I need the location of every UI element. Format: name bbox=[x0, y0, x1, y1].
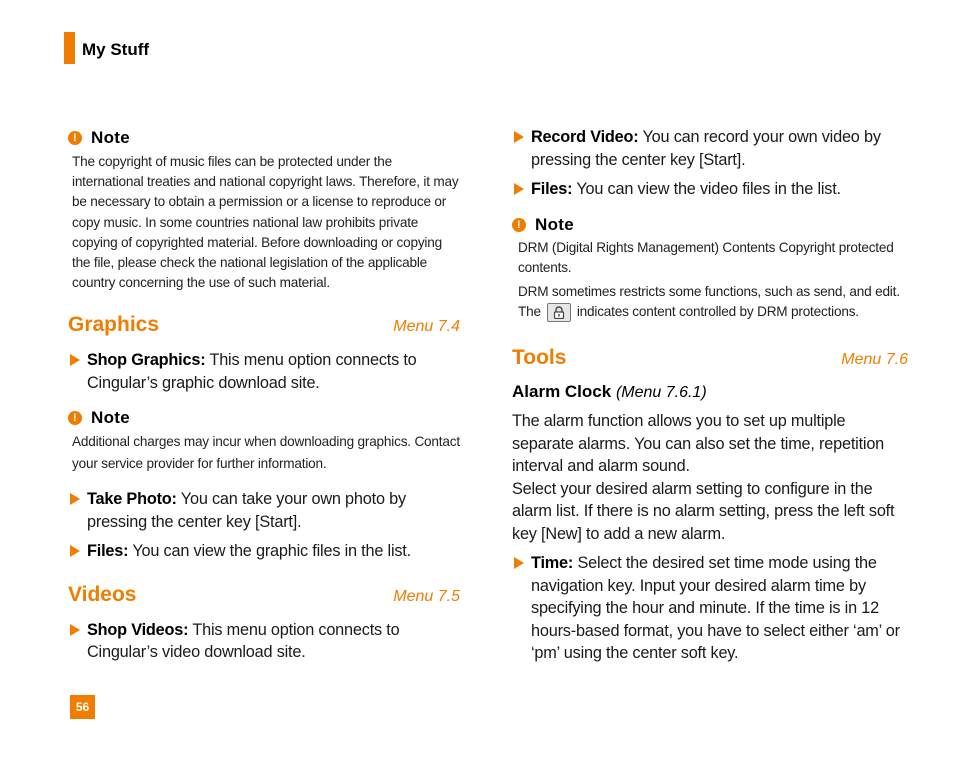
shop-videos-label: Shop Videos: bbox=[87, 620, 189, 639]
record-video-text: You can record your own video by pressing the center key [Start]. bbox=[531, 128, 881, 169]
note-heading bbox=[512, 215, 908, 235]
note-heading bbox=[68, 128, 460, 148]
alarm-clock-heading bbox=[512, 382, 908, 402]
record-video-label: Record Video: bbox=[531, 128, 639, 146]
note-title: Note bbox=[535, 214, 574, 234]
note-title: Note bbox=[91, 128, 130, 147]
shop-videos-text: This menu option connects to Cingular’s video download site. bbox=[87, 620, 400, 662]
graphic-files-text: You can view the graphic files in the list. bbox=[128, 542, 411, 561]
section-label: My Stuff bbox=[82, 40, 150, 59]
exclamation-icon: ! bbox=[68, 131, 82, 145]
drm-lock-icon bbox=[547, 303, 571, 322]
shop-graphics-label: Shop Graphics: bbox=[87, 351, 206, 370]
graphic-files-item bbox=[68, 540, 460, 563]
arrow-bullet-icon bbox=[514, 131, 524, 143]
copyright-note-text: The copyright of music files can be protected under the international treaties and national copyright laws. Therefore, it may be necessary to obtain a permission or a license to reproduce or copy music. In some countries national law prohibits private copying of copyrighted material. Before downloading or copying the file, please check the national legislation of the applicable country concerning the use of such material. bbox=[72, 154, 459, 291]
arrow-bullet-icon bbox=[70, 624, 80, 636]
exclamation-icon: ! bbox=[68, 411, 82, 425]
note-heading bbox=[68, 408, 460, 428]
video-files-item bbox=[512, 178, 908, 201]
tools-heading bbox=[512, 346, 908, 370]
alarm-paragraph-1: The alarm function allows you to set up multiple separate alarms. You can also set the time, repetition interval and alarm sound. bbox=[512, 412, 885, 476]
exclamation-icon: ! bbox=[512, 218, 526, 232]
drm-note-text-b: indicates content controlled by DRM protections. bbox=[576, 304, 859, 320]
page-number: 56 bbox=[70, 695, 95, 719]
graphics-note-text: Additional charges may incur when downloading graphics. Contact your service provider for further information. bbox=[72, 434, 460, 471]
note-title: Note bbox=[91, 408, 130, 428]
time-item bbox=[512, 552, 908, 665]
drm-note-line1: DRM (Digital Rights Management) Contents Copyright protected contents. bbox=[518, 239, 894, 275]
tools-title: Tools bbox=[512, 346, 567, 370]
shop-graphics-text: This menu option connects to Cingular’s graphic download site. bbox=[87, 351, 417, 392]
tools-menu-number: Menu 7.6 bbox=[841, 351, 908, 369]
videos-title: Videos bbox=[68, 582, 137, 606]
arrow-bullet-icon bbox=[514, 183, 524, 195]
graphic-files-label: Files: bbox=[87, 542, 129, 561]
graphics-menu-number: Menu 7.4 bbox=[393, 318, 460, 336]
arrow-bullet-icon bbox=[70, 545, 80, 557]
take-photo-item bbox=[68, 488, 460, 533]
alarm-clock-title: Alarm Clock bbox=[512, 382, 612, 402]
section-tab-marker bbox=[64, 32, 75, 64]
drm-note-line2 bbox=[518, 282, 908, 322]
right-column bbox=[512, 126, 908, 665]
drm-note-text-a: DRM sometimes restricts some functions, such as send, and edit. The bbox=[518, 283, 900, 320]
record-video-item bbox=[512, 126, 908, 171]
graphics-heading bbox=[68, 313, 460, 337]
arrow-bullet-icon bbox=[70, 493, 80, 505]
videos-heading bbox=[68, 583, 460, 607]
shop-graphics-item bbox=[68, 349, 460, 394]
alarm-paragraph-2: Select your desired alarm setting to configure in the alarm list. If there is no alarm setting, press the left soft key [New] to add a new alarm. bbox=[512, 479, 895, 543]
time-label: Time: bbox=[531, 554, 574, 573]
graphics-title: Graphics bbox=[68, 313, 160, 337]
time-text: Select the desired set time mode using the navigation key. Input your desired alarm time by specifying the hour and minute. If the time is in 12 hours-based format, you have to select either ‘am’ or ‘pm’ using the center soft key. bbox=[531, 554, 900, 663]
take-photo-text: You can take your own photo by pressing the center key [Start]. bbox=[87, 490, 406, 531]
alarm-clock-menu-number: (Menu 7.6.1) bbox=[615, 384, 707, 402]
arrow-bullet-icon bbox=[514, 557, 524, 569]
videos-menu-number: Menu 7.5 bbox=[393, 587, 460, 605]
take-photo-label: Take Photo: bbox=[87, 490, 177, 509]
video-files-label: Files: bbox=[531, 180, 573, 198]
shop-videos-item bbox=[68, 619, 460, 664]
arrow-bullet-icon bbox=[70, 354, 80, 366]
video-files-text: You can view the video files in the list. bbox=[572, 180, 841, 198]
left-column bbox=[68, 128, 460, 664]
